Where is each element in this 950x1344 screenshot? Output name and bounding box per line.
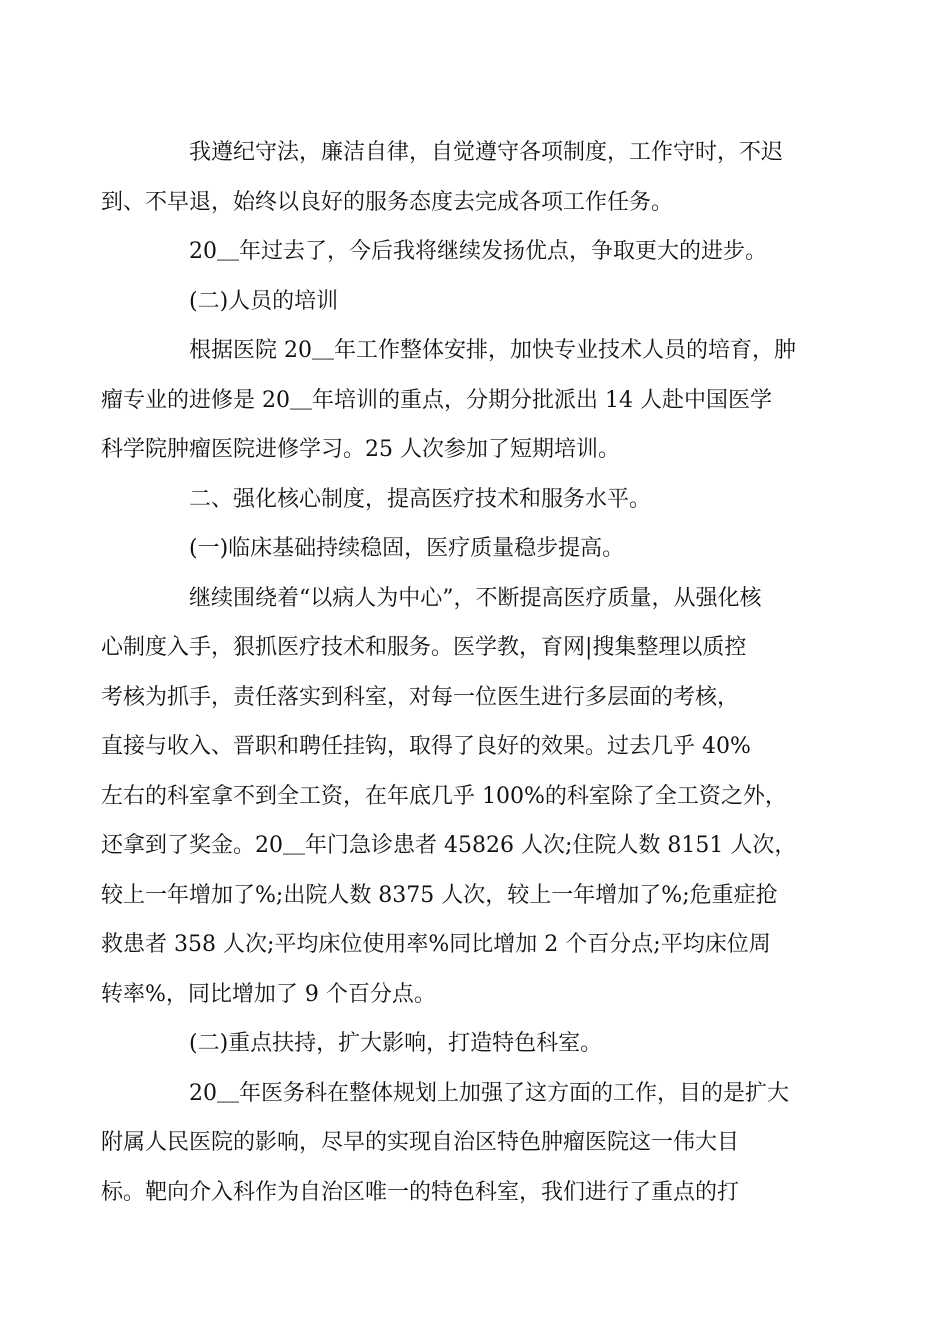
text-line: 我遵纪守法，廉洁自律，自觉遵守各项制度，工作守时，不迟 [189,140,784,165]
text-line: 到、不早退，始终以良好的服务态度去完成各项工作任务。 [101,189,674,215]
paragraph-discipline [101,128,810,227]
text-line: 转率%，同比增加了 9 个百分点。 [101,981,436,1007]
text-line: 左右的科室拿不到全工资，在年底几乎 100%的科室除了全工资之外， [101,783,787,809]
subsection-heading-special-departments [145,1019,810,1069]
text-line: 瘤专业的进修是 20＿年培训的重点，分期分批派出 14 人赴中国医学 [101,387,772,413]
text-line: 20＿年过去了，今后我将继续发扬优点，争取更大的进步。 [189,239,767,264]
text-line: 直接与收入、晋职和聘任挂钩，取得了良好的效果。过去几乎 40% [101,734,751,759]
text-line: 根据医院 20＿年工作整体安排，加快专业技术人员的培育，肿 [189,338,796,363]
section-heading-core-system [145,475,810,525]
text-line: 附属人民医院的影响，尽早的实现自治区特色肿瘤医院这一伟大目 [101,1130,740,1155]
paragraph-training [101,326,810,475]
section-heading-training [145,277,810,327]
document-body [101,128,810,1217]
text-line: 心制度入手，狠抓医疗技术和服务。医学教，育网|搜集整理以质控 [101,635,747,660]
text-line: 继续围绕着“以病人为中心”，不断提高医疗质量，从强化核 [189,585,762,611]
text-line: (二)人员的培训 [189,288,339,314]
text-line: 标。靶向介入科作为自治区唯一的特色科室，我们进行了重点的打 [101,1179,740,1205]
text-line: (一)临床基础持续稳固，医疗质量稳步提高。 [189,536,625,561]
text-line: 二、强化核心制度，提高医疗技术和服务水平。 [189,486,652,512]
text-line: 科学院肿瘤医院进修学习。25 人次参加了短期培训。 [101,437,620,462]
text-line: 较上一年增加了%;出院人数 8375 人次，较上一年增加了%;危重症抢 [101,882,778,908]
paragraph-special-departments [101,1069,810,1218]
text-line: 还拿到了奖金。20＿年门急诊患者 45826 人次;住院人数 8151 人次， [101,833,797,858]
text-line: 救患者 358 人次;平均床位使用率%同比增加 2 个百分点;平均床位周 [101,932,771,957]
text-line: (二)重点扶持，扩大影响，打造特色科室。 [189,1031,603,1056]
text-line: 考核为抓手，责任落实到科室，对每一位医生进行多层面的考核， [101,684,740,710]
subsection-heading-clinical [145,524,810,574]
text-line: 20＿年医务科在整体规划上加强了这方面的工作，目的是扩大 [189,1080,789,1106]
paragraph-clinical-quality [101,574,810,1020]
paragraph-year-summary [145,227,810,277]
